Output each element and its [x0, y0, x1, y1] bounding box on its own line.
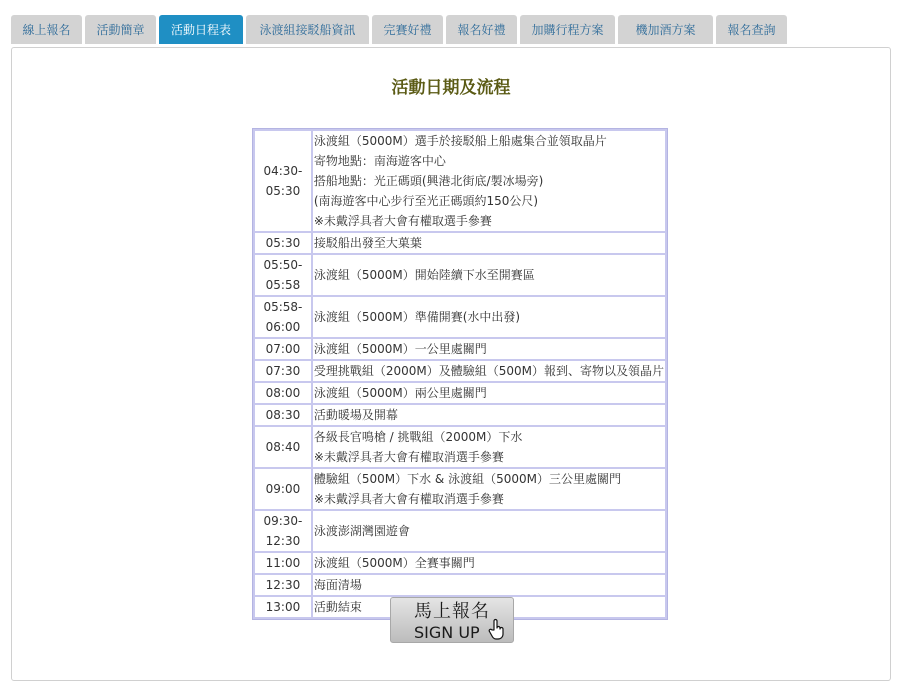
schedule-row [255, 131, 665, 231]
hand-pointer-icon [488, 618, 506, 644]
sign-up-label-zh: 馬上報名 [414, 601, 490, 622]
schedule-line: 寄物地點：南海遊客中心 [313, 154, 446, 168]
schedule-line: 海面清場 [313, 578, 362, 592]
schedule-line: 受理挑戰組（2000M）及體驗組（500M）報到、寄物以及領晶片 [313, 364, 664, 378]
schedule-line: 接駁船出發至大菓葉 [313, 236, 422, 250]
schedule-time: 05:30 [255, 233, 311, 253]
schedule-time: 09:30-12:30 [255, 511, 311, 551]
schedule-line: (南海遊客中心步行至光正碼頭約150公尺) [313, 194, 539, 208]
schedule-line: 體驗組（500M）下水 & 泳渡組（5000M）三公里處關門 [313, 472, 621, 486]
schedule-line: ※未戴浮具者大會有權取消選手參賽 [313, 450, 504, 464]
schedule-description [313, 361, 665, 381]
schedule-time: 08:40 [255, 427, 311, 467]
page-title: 活動日期及流程 [391, 78, 511, 98]
tab-1[interactable]: 線上報名 [11, 15, 82, 44]
schedule-description [313, 427, 665, 467]
schedule-description [313, 339, 665, 359]
tab-4[interactable]: 泳渡組接駁船資訊 [246, 15, 369, 44]
schedule-description [313, 297, 665, 337]
schedule-line: 泳渡組（5000M）一公里處關門 [313, 342, 487, 356]
schedule-line: 活動結束 [313, 600, 362, 614]
schedule-row [255, 255, 665, 295]
schedule-time: 04:30-05:30 [255, 131, 311, 231]
schedule-line: 泳渡組（5000M）兩公里處關門 [313, 386, 487, 400]
schedule-row [255, 427, 665, 467]
schedule-line: 各級長官鳴槍 / 挑戰組（2000M）下水 [313, 430, 523, 444]
tab-bar [11, 15, 790, 44]
schedule-time: 13:00 [255, 597, 311, 617]
schedule-description [313, 131, 665, 231]
schedule-description [313, 405, 665, 425]
schedule-row [255, 297, 665, 337]
tab-6[interactable]: 報名好禮 [446, 15, 517, 44]
schedule-time: 07:30 [255, 361, 311, 381]
tab-9[interactable]: 報名查詢 [716, 15, 787, 44]
schedule-row [255, 469, 665, 509]
schedule-row [255, 361, 665, 381]
schedule-line: 泳渡組（5000M）開始陸續下水至開賽區 [313, 268, 535, 282]
tab-7[interactable]: 加購行程方案 [520, 15, 615, 44]
sign-up-button[interactable] [390, 597, 514, 643]
schedule-line: 泳渡澎湖灣園遊會 [313, 524, 410, 538]
schedule-line: 泳渡組（5000M）準備開賽(水中出發) [313, 310, 521, 324]
schedule-time: 08:30 [255, 405, 311, 425]
sign-up-label-en: SIGN UP [414, 623, 480, 642]
tab-2[interactable]: 活動簡章 [85, 15, 156, 44]
schedule-line: ※未戴浮具者大會有權取選手參賽 [313, 214, 492, 228]
schedule-row [255, 405, 665, 425]
schedule-time: 11:00 [255, 553, 311, 573]
schedule-time: 08:00 [255, 383, 311, 403]
schedule-description [313, 255, 665, 295]
schedule-line: 搭船地點：光正碼頭(興港北街底/製冰場旁) [313, 174, 544, 188]
schedule-time: 07:00 [255, 339, 311, 359]
schedule-description [313, 383, 665, 403]
schedule-description [313, 575, 665, 595]
tab-3[interactable]: 活動日程表 [159, 15, 243, 44]
schedule-row [255, 511, 665, 551]
schedule-description [313, 469, 665, 509]
schedule-time: 05:50-05:58 [255, 255, 311, 295]
schedule-line: 活動暖場及開幕 [313, 408, 398, 422]
schedule-row [255, 553, 665, 573]
schedule-line: 泳渡組（5000M）全賽事關門 [313, 556, 475, 570]
schedule-description [313, 233, 665, 253]
schedule-table [252, 128, 668, 620]
content-panel [11, 47, 891, 681]
schedule-time: 09:00 [255, 469, 311, 509]
schedule-line: ※未戴浮具者大會有權取消選手參賽 [313, 492, 504, 506]
schedule-row [255, 233, 665, 253]
schedule-row [255, 383, 665, 403]
schedule-row [255, 575, 665, 595]
schedule-description [313, 511, 665, 551]
schedule-time: 12:30 [255, 575, 311, 595]
schedule-description [313, 553, 665, 573]
schedule-row [255, 339, 665, 359]
tab-5[interactable]: 完賽好禮 [372, 15, 443, 44]
schedule-time: 05:58-06:00 [255, 297, 311, 337]
tab-8[interactable]: 機加酒方案 [618, 15, 713, 44]
schedule-line: 泳渡組（5000M）選手於接駁船上船處集合並領取晶片 [313, 134, 607, 148]
